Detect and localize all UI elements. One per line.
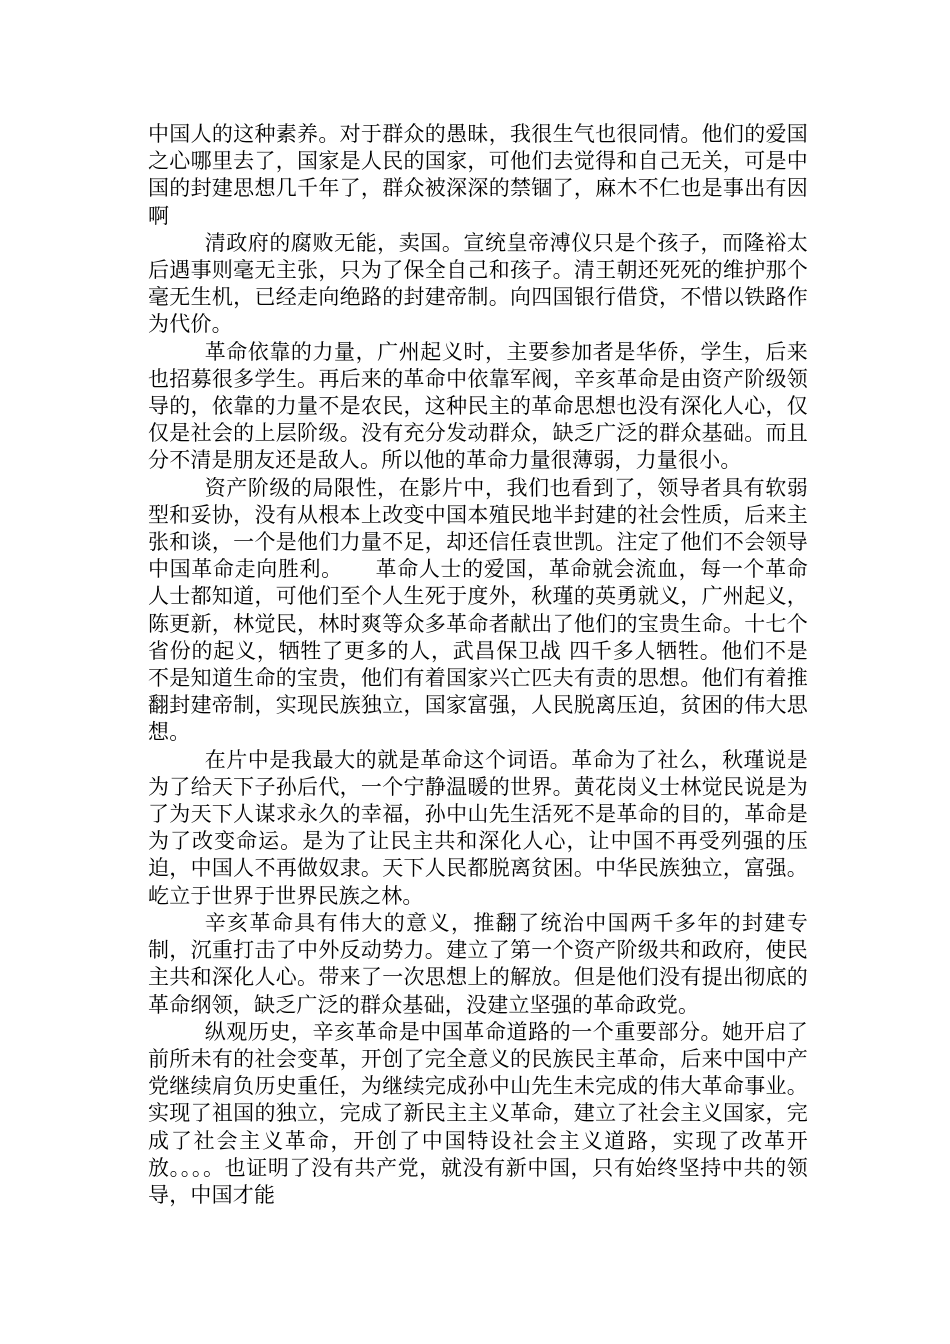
paragraph-1: 中国人的这种素养。对于群众的愚昧，我很生气也很同情。他们的爱国之心哪里去了，国家是人民的国家，可他们去觉得和自己无关，可是中国的封建思想几千年了，群众被深深的禁锢了，麻木不仁也是事出有因啊 <box>148 122 808 228</box>
paragraph-5: 在片中是我最大的就是革命这个词语。革命为了社么，秋瑾说是为了给天下子孙后代，一个宁静温暖的世界。黄花岗义士林觉民说是为了为天下人谋求永久的幸福，孙中山先生活死不是革命的目的，革命是为了改变命运。是为了让民主共和深化人心，让中国不再受列强的压迫，中国人不再做奴隶。天下人民都脱离贫困。中华民族独立，富强。屹立于世界于世界民族之林。 <box>148 747 808 908</box>
paragraph-6: 辛亥革命具有伟大的意义，推翻了统治中国两千多年的封建专制，沉重打击了中外反动势力。建立了第一个资产阶级共和政府，使民主共和深化人心。带来了一次思想上的解放。但是他们没有提出彻底的革命纲领，缺乏广泛的群众基础，没建立坚强的革命政党。 <box>148 910 808 1017</box>
paragraph-2: 清政府的腐败无能，卖国。宣统皇帝溥仪只是个孩子，而隆裕太后遇事则毫无主张，只为了保全自己和孩子。清王朝还死死的维护那个毫无生机，已经走向绝路的封建帝制。向四国银行借贷，不惜以铁路作为代价。 <box>148 230 808 337</box>
paragraph-7: 纵观历史，辛亥革命是中国革命道路的一个重要部分。她开启了前所未有的社会变革，开创了完全意义的民族民主革命，后来中国中产党继续肩负历史重任，为继续完成孙中山先生未完成的伟大革命事业。实现了祖国的独立，完成了新民主主义革命，建立了社会主义国家，完成了社会主义革命，开创了中国特设社会主义道路，实现了改革开放。。。。也证明了没有共产党，就没有新中国，只有始终坚持中共的领导，中国才能 <box>148 1019 808 1207</box>
paragraph-3: 革命依靠的力量，广州起义时，主要参加者是华侨，学生，后来也招募很多学生。再后来的革命中依靠军阀，辛亥革命是由资产阶级领导的，依靠的力量不是农民，这种民主的革命思想也没有深化人心，仅仅是社会的上层阶级。没有充分发动群众，缺乏广泛的群众基础。而且分不清是朋友还是敌人。所以他的革命力量很薄弱，力量很小。 <box>148 339 808 473</box>
document-body <box>148 121 808 1209</box>
paragraph-4: 资产阶级的局限性，在影片中，我们也看到了，领导者具有软弱型和妥协，没有从根本上改变中国本殖民地半封建的社会性质，后来主张和谈，一个是他们力量不足，却还信任袁世凯。注定了他们不会领导中国革命走向胜利。 革命人士的爱国，革命就会流血，每一个革命人士都知道，可他们至个人生死于度外，秋瑾的英勇就义，广州起义，陈更新，林觉民，林时爽等众多革命者献出了他们的宝贵生命。十七个省份的起义，牺牲了更多的人，武昌保卫战 四千多人牺牲。他们不是不是知道生命的宝贵，他们有着国家兴亡匹夫有责的思想。他们有着推翻封建帝制，实现民族独立，国家富强，人民脱离压迫，贫困的伟大思想。 <box>148 475 808 745</box>
